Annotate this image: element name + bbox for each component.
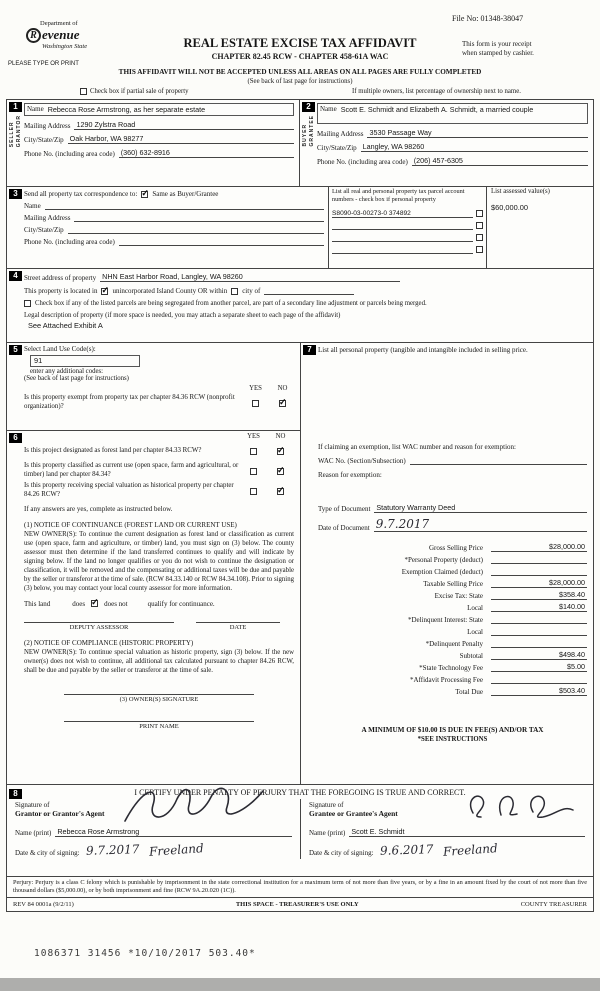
notice1-body: NEW OWNER(S): To continue the current designation as forest land or classification as current use (open space, farm and agriculture, or timber) land, you must sign on (3) below. The county assessor must then determine if the land transferred continues to qualify and will indicate by signing below. If the land no longer qualifies or you do not wish to continue the designation or classification, it will be removed and the compensating or additional taxes will be due and payable by the seller or transferor at the time of sale. (RCW 84.33.140 or RCW 84.34.108). Prior to signing (3) below, you may contact your local county assessor for more information. — [24, 531, 294, 592]
fee-label: Taxable Selling Price — [423, 580, 483, 589]
section-1-badge: 1 — [9, 102, 22, 112]
seller-city-label: City/State/Zip — [24, 136, 64, 144]
exempt-yes-checkbox[interactable] — [252, 400, 259, 407]
fee-label: Subtotal — [459, 652, 483, 661]
city-of-label: city of — [242, 287, 261, 295]
grantee-signature-block — [300, 799, 593, 859]
fee-value[interactable]: $5.00 — [491, 662, 587, 672]
parcel-personal-checkbox-1[interactable] — [476, 210, 483, 217]
section-8 — [7, 784, 593, 876]
s3-city-field[interactable] — [68, 226, 324, 234]
located-pre-label: This property is located in — [24, 287, 98, 295]
if-yes-note: If any answers are yes, complete as instructed below. — [24, 505, 173, 513]
partial-sale-label: Check box if partial sale of property — [90, 88, 189, 95]
s3-name-label: Name — [24, 202, 41, 210]
doc-date-field[interactable]: 9.7.2017 — [374, 517, 587, 532]
grantor-city-hand: Freeland — [148, 841, 205, 859]
legal-description-label: Legal description of property (if more space is needed, you may attach a separate sheet to each page of the affidavit) — [24, 312, 341, 319]
street-address-label: Street address of property — [24, 274, 97, 282]
treasurer-space-label: THIS SPACE - TREASURER'S USE ONLY — [235, 901, 359, 909]
s5-see-back-note: (See back of last page for instructions) — [24, 375, 129, 382]
section-5-6-7 — [7, 342, 593, 784]
section-2-badge: 2 — [302, 102, 315, 112]
s3-phone-field[interactable] — [119, 238, 324, 246]
grantee-date-hand: 9.6.2017 — [379, 842, 434, 858]
fee-value[interactable] — [491, 639, 587, 648]
does-not-qualify-checkbox[interactable] — [91, 600, 98, 607]
does-label: does — [72, 599, 86, 608]
please-type-note: PLEASE TYPE OR PRINT — [8, 61, 79, 67]
grantor-sig-label1: Signature of — [15, 801, 50, 809]
receipt-note — [462, 40, 588, 58]
print-name-line[interactable]: PRINT NAME — [64, 721, 254, 730]
minimum-due-note: A MINIMUM OF $10.00 IS DUE IN FEE(S) AND/OR TAX — [361, 726, 544, 735]
buyer-name-label: Name — [320, 105, 337, 113]
grantee-date-field[interactable] — [378, 843, 585, 857]
notice2-title: (2) NOTICE OF COMPLIANCE (HISTORIC PROPERTY) — [24, 638, 194, 647]
rev-number: REV 84 0001a (9/2/11) — [13, 901, 74, 909]
seller-mailing-label: Mailing Address — [24, 122, 71, 130]
grantor-name-field[interactable]: Rebecca Rose Armstrong — [55, 827, 292, 837]
fee-value[interactable]: $358.40 — [491, 590, 587, 600]
fee-value[interactable] — [491, 675, 587, 684]
form-chapter: CHAPTER 82.45 RCW - CHAPTER 458-61A WAC — [211, 52, 389, 61]
section-3 — [7, 186, 593, 268]
fee-label: Excise Tax: State — [434, 592, 483, 601]
scan-edge — [0, 978, 600, 991]
section-3-badge: 3 — [9, 189, 22, 199]
buyer-city-label: City/State/Zip — [317, 144, 357, 152]
personal-property-label: List all personal property (tangible and intangible included in selling price. — [318, 346, 528, 354]
fee-label: *State Technology Fee — [419, 664, 483, 673]
multiple-owners-note: If multiple owners, list percentage of ownership next to name. — [352, 88, 521, 95]
treasurer-stamp: 1086371 31456 *10/10/2017 503.40* — [34, 948, 256, 959]
s3-mailing-field[interactable] — [74, 214, 324, 222]
grantee-name-field[interactable]: Scott E. Schmidt — [349, 827, 585, 837]
fee-value[interactable] — [491, 615, 587, 624]
fee-label: Local — [467, 628, 483, 637]
seller-phone-label: Phone No. (including area code) — [24, 150, 115, 158]
assessed-value-block — [487, 187, 593, 268]
send-correspondence-label: Send all property tax correspondence to: — [24, 190, 138, 198]
notice1-title: (1) NOTICE OF CONTINUANCE (FOREST LAND OR CURRENT USE) — [24, 521, 237, 529]
city-of-checkbox[interactable] — [231, 288, 238, 295]
deputy-date-line[interactable]: DATE — [196, 622, 280, 631]
land-use-code-field[interactable]: 91 — [30, 355, 140, 367]
receipt-note-line2: when stamped by cashier. — [462, 49, 534, 58]
qualify-label: qualify for continuance. — [147, 599, 215, 608]
located-mid-label: unincorporated Island County OR within — [112, 287, 228, 295]
deputy-assessor-signature-line[interactable]: DEPUTY ASSESSOR — [24, 622, 174, 631]
grantor-date-field[interactable] — [84, 843, 292, 857]
buyer-side-top: BUYER — [302, 123, 308, 147]
buyer-side-bottom: GRANTEE — [309, 115, 315, 147]
county-treasurer-label: COUNTY TREASURER — [520, 901, 587, 909]
seller-name-label: Name — [27, 105, 44, 113]
section-5-badge: 5 — [9, 345, 22, 355]
legal-description-value[interactable]: See Attached Exhibit A — [28, 321, 103, 330]
grantee-signature[interactable] — [461, 787, 577, 823]
currentuse-yes-checkbox[interactable] — [250, 468, 257, 475]
section-5 — [7, 343, 300, 431]
notice2-body: NEW OWNER(S): To continue special valuation as historic property, sign (3) below. If the new owner(s) does not wish to continue, all additional tax calculated pursuant to chapter 84.26 RCW, shall be due and payable by the seller or transferor at the time of sale. — [24, 648, 294, 674]
grantee-date-label: Date & city of signing: — [309, 849, 374, 857]
certify-statement: I CERTIFY UNDER PENALTY OF PERJURY THAT THE FOREGOING IS TRUE AND CORRECT. — [134, 788, 466, 797]
fee-label: *Delinquent Penalty — [425, 640, 483, 649]
seller-name-value: Rebecca Rose Armstrong, as her separate estate — [47, 105, 206, 114]
assessed-value[interactable]: $60,000.00 — [491, 203, 528, 212]
fee-label: Exemption Claimed (deduct) — [401, 568, 483, 577]
logo-state-text: Washington State — [42, 43, 88, 50]
revenue-r-icon: R — [26, 28, 41, 43]
s3-mailing-label: Mailing Address — [24, 214, 71, 222]
grantor-signature-block — [7, 799, 300, 859]
reason-label: Reason for exemption: — [318, 471, 382, 480]
s6-yes-no-header — [24, 433, 294, 440]
see-instructions-note: *SEE INSTRUCTIONS — [417, 736, 488, 744]
buyer-mailing-label: Mailing Address — [317, 130, 364, 138]
tax-correspondence-block — [7, 187, 329, 268]
this-land-label: This land — [24, 599, 51, 608]
wac-label: WAC No. (Section/Subsection) — [318, 457, 406, 466]
section-6-badge: 6 — [9, 433, 22, 443]
doc-type-field[interactable]: Statutory Warranty Deed — [374, 503, 587, 513]
segregated-checkbox[interactable] — [24, 300, 31, 307]
additional-codes-label: enter any additional codes: — [30, 368, 104, 375]
fee-value[interactable] — [491, 567, 587, 576]
form-body — [6, 99, 594, 912]
partial-sale-row — [80, 88, 189, 95]
grantor-date-hand: 9.7.2017 — [85, 842, 140, 858]
section-7-badge: 7 — [303, 345, 316, 355]
s5-yes-no-header — [24, 385, 296, 392]
fee-value[interactable]: $140.00 — [491, 602, 587, 612]
does-not-label: does not — [104, 599, 128, 608]
parcel-personal-checkbox-3[interactable] — [476, 234, 483, 241]
section-6 — [7, 431, 300, 784]
parcel-personal-checkbox-2[interactable] — [476, 222, 483, 229]
buyer-name-field[interactable] — [317, 103, 588, 124]
section-1-2 — [7, 100, 593, 186]
grantor-sig-label2: Grantor or Grantor's Agent — [15, 809, 105, 818]
grantee-sig-label1: Signature of — [309, 801, 344, 809]
doc-type-label: Type of Document — [318, 505, 371, 514]
fee-value[interactable]: $28,000.00 — [491, 578, 587, 588]
left-column — [7, 343, 301, 784]
grantee-name-label: Name (print) — [309, 829, 346, 837]
dor-logo — [26, 20, 146, 50]
parcel-personal-checkbox-4[interactable] — [476, 246, 483, 253]
exemption-label: If claiming an exemption, list WAC number and reason for exemption: — [318, 443, 516, 452]
parcel-numbers-block — [329, 187, 487, 268]
historic-yes-checkbox[interactable] — [250, 488, 257, 495]
grantee-city-hand: Freeland — [442, 841, 499, 859]
see-back-note: (See back of last page for instructions) — [247, 77, 353, 85]
section-7 — [301, 343, 593, 784]
file-number: File No: 01348-38047 — [452, 14, 524, 23]
currentuse-no-checkbox[interactable] — [277, 468, 284, 475]
fee-label: *Affidavit Processing Fee — [410, 676, 483, 685]
fee-label: *Personal Property (deduct) — [404, 556, 483, 565]
fee-value[interactable] — [491, 627, 587, 636]
fee-value[interactable]: $28,000.00 — [491, 542, 587, 552]
fee-label: Local — [467, 604, 483, 613]
exempt-question: Is this property exempt from property tax per chapter 84.36 RCW (nonprofit organization)? — [24, 394, 235, 410]
seller-side-bottom: GRANTOR — [16, 115, 22, 148]
s5-yes-header: YES — [249, 385, 262, 392]
grantor-date-label: Date & city of signing: — [15, 849, 80, 857]
fee-label: Total Due — [455, 688, 483, 697]
unincorporated-checkbox[interactable] — [101, 288, 108, 295]
fee-value[interactable] — [491, 555, 587, 564]
owners-signature-line[interactable]: (3) OWNER(S) SIGNATURE — [64, 694, 254, 703]
perjury-note: Perjury: Perjury is a class C felony which is punishable by imprisonment in the state correctional institution for a maximum term of not more than five years, or by a fine in an amount fixed by the court of not more than five thousand dollars ($5,000.00), or by both imprisonment and fine (RCW 9A.20.020 (1C)). — [7, 876, 593, 897]
seller-side-top: SELLER — [9, 121, 15, 148]
land-use-label: Select Land Use Code(s): — [24, 345, 96, 353]
seller-mailing-field[interactable]: 1290 Zylstra Road — [74, 120, 294, 130]
s5-no-header: NO — [277, 385, 288, 392]
buyer-phone-label: Phone No. (including area code) — [317, 158, 408, 166]
logo-dept-text: Department of — [40, 20, 78, 27]
section-seller — [7, 100, 300, 186]
buyer-city-field[interactable]: Langley, WA 98260 — [361, 142, 588, 152]
s3-name-field[interactable] — [45, 202, 324, 210]
buyer-name-value: Scott E. Schmidt and Elizabeth A. Schmidt, a married couple — [340, 105, 534, 114]
seller-phone-field[interactable]: (360) 632-8916 — [119, 148, 294, 158]
street-address-field[interactable]: NHN East Harbor Road, Langley, WA 98260 — [100, 272, 400, 282]
section-4 — [7, 268, 593, 342]
currentuse-question: Is this property classified as current use (open space, farm and agricultural, or timber) land per chapter 84.34? — [24, 462, 239, 478]
forest-question: Is this project designated as forest land per chapter 84.33 RCW? — [24, 446, 202, 454]
same-as-buyer-checkbox[interactable] — [141, 191, 148, 198]
grantor-name-label: Name (print) — [15, 829, 52, 837]
buyer-grantee-side-label — [302, 115, 315, 146]
forest-yes-checkbox[interactable] — [250, 448, 257, 455]
fee-value[interactable]: $503.40 — [491, 686, 587, 696]
receipt-note-line1: This form is your receipt — [462, 40, 532, 48]
parcel-number-field-4[interactable] — [332, 253, 473, 254]
seller-grantor-side-label — [9, 115, 22, 147]
section-buyer — [300, 100, 593, 186]
fee-table — [318, 540, 587, 696]
forest-no-checkbox[interactable] — [277, 448, 284, 455]
buyer-mailing-field[interactable]: 3530 Passage Way — [367, 128, 588, 138]
historic-no-checkbox[interactable] — [277, 488, 284, 495]
s6-yes-header: YES — [247, 433, 260, 440]
form-footer — [7, 897, 593, 911]
parcel-header: List all real and personal property tax parcel account numbers - check box if personal property — [332, 188, 465, 203]
buyer-phone-field[interactable]: (206) 457-6305 — [412, 156, 588, 166]
exempt-no-checkbox[interactable] — [279, 400, 286, 407]
seller-city-field[interactable]: Oak Harbor, WA 98277 — [68, 134, 294, 144]
section-8-badge: 8 — [9, 789, 22, 799]
s6-no-header: NO — [275, 433, 286, 440]
historic-question: Is this property receiving special valuation as historical property per chapter 84.26 RCW? — [24, 482, 234, 498]
s3-city-label: City/State/Zip — [24, 226, 64, 234]
partial-sale-checkbox[interactable] — [80, 88, 87, 95]
form-title: REAL ESTATE EXCISE TAX AFFIDAVIT — [183, 36, 417, 50]
fee-label: *Delinquent Interest: State — [407, 616, 483, 625]
seller-name-field[interactable] — [24, 103, 294, 116]
assessed-header: List assessed value(s) — [491, 188, 550, 195]
doc-date-label: Date of Document — [318, 524, 370, 533]
wac-field[interactable] — [410, 457, 587, 465]
segregated-label: Check box if any of the listed parcels are being segregated from another parcel, are part of a secondary line adjustment or parcels being merged. — [35, 300, 427, 307]
parcel-number-field[interactable]: S8090-03-00273-0 374892 — [332, 210, 473, 218]
fee-label: Gross Selling Price — [428, 544, 483, 553]
logo-revenue-text: evenue — [42, 27, 80, 42]
city-of-field[interactable] — [264, 287, 354, 295]
grantor-signature[interactable] — [117, 783, 267, 829]
s3-phone-label: Phone No. (including area code) — [24, 238, 115, 246]
same-as-buyer-label: Same as Buyer/Grantee — [152, 190, 219, 198]
fee-value[interactable]: $498.40 — [491, 650, 587, 660]
warning-line: THIS AFFIDAVIT WILL NOT BE ACCEPTED UNLESS ALL AREAS ON ALL PAGES ARE FULLY COMPLETED — [118, 68, 482, 76]
grantee-sig-label2: Grantee or Grantee's Agent — [309, 809, 398, 818]
section-4-badge: 4 — [9, 271, 22, 281]
